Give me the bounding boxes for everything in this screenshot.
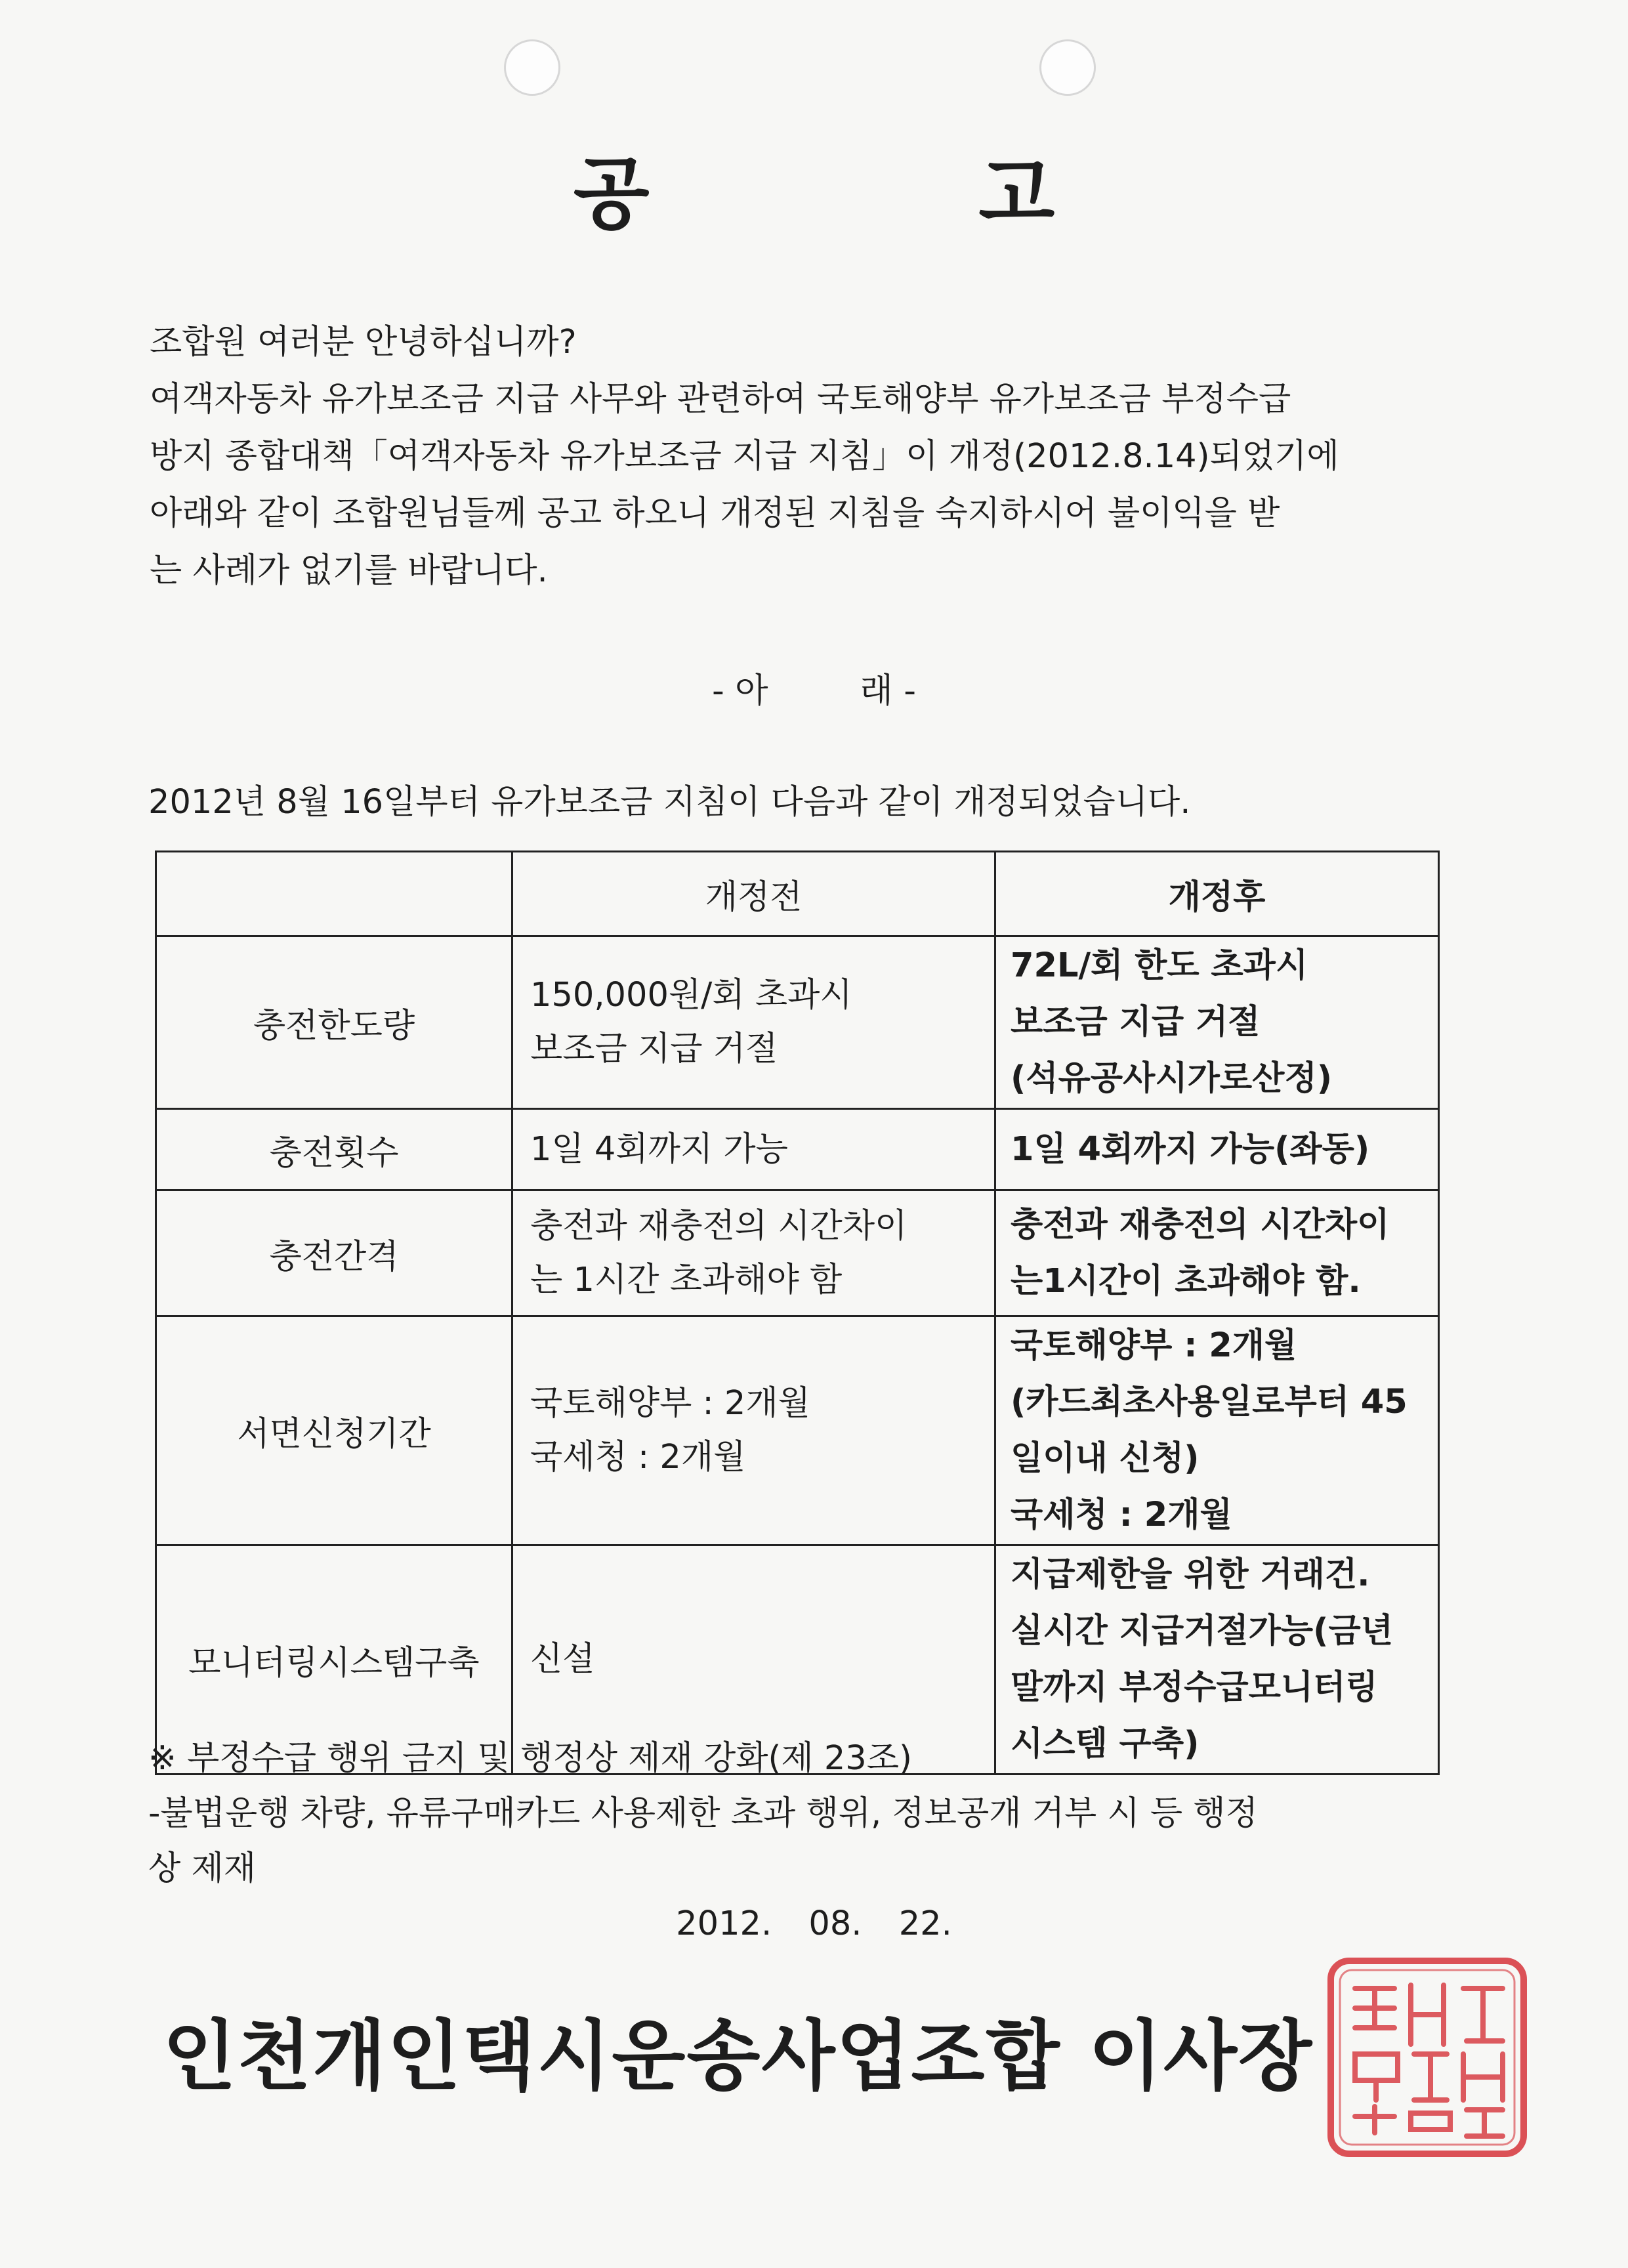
row-item: 충전한도량: [156, 936, 512, 1109]
intro-paragraph: [150, 314, 1462, 599]
punch-hole-right: [1039, 39, 1096, 96]
cell-line: 1일 4회까지 가능(좌동): [1011, 1129, 1370, 1169]
row-before: [512, 1316, 995, 1545]
cell-line: (석유공사시가로산정): [1011, 1059, 1333, 1098]
intro-line: 조합원 여러분 안녕하십니까?: [150, 323, 577, 362]
row-after: [995, 1109, 1439, 1190]
intro-line: 여객자동차 유가보조금 지급 사무와 관련하여 국토해양부 유가보조금 부정수급: [150, 380, 1291, 419]
cell-line: 1일 4회까지 가능: [530, 1129, 788, 1169]
note-line: -불법운행 차량, 유류구매카드 사용제한 초과 행위, 정보공개 거부 시 등 행정: [148, 1794, 1258, 1833]
cell-line: 신설: [530, 1640, 595, 1679]
cell-line: 충전과 재충전의 시간차이: [1011, 1205, 1390, 1244]
cell-line: 는 1시간 초과해야 함: [530, 1260, 843, 1299]
header-after: 개정후: [995, 852, 1439, 936]
cell-line: 는1시간이 초과해야 함.: [1011, 1261, 1361, 1301]
cell-line: 지급제한을 위한 거래건.: [1011, 1555, 1370, 1594]
header-before: 개정전: [512, 852, 995, 936]
official-seal-stamp: [1325, 1956, 1529, 2159]
section-divider: [0, 663, 1628, 712]
notice-date: 2012. 08. 22.: [676, 1904, 952, 1943]
row-after: [995, 1316, 1439, 1545]
punch-hole-left: [504, 39, 560, 96]
header-item: [156, 852, 512, 936]
cell-line: 국세청 : 2개월: [1011, 1496, 1232, 1534]
cell-line: 국세청 : 2개월: [530, 1438, 746, 1477]
row-after: [995, 1190, 1439, 1316]
divider-right: 래 -: [860, 671, 917, 711]
row-before: [512, 1190, 995, 1316]
notes: [148, 1731, 1487, 1897]
row-item: 충전횟수: [156, 1109, 512, 1190]
cell-line: (카드최초사용일로부터 45: [1011, 1383, 1408, 1421]
row-before: [512, 1109, 995, 1190]
row-after: [995, 936, 1439, 1109]
table-row: [156, 1190, 1439, 1316]
divider-left: - 아: [711, 671, 768, 711]
revision-table: [155, 850, 1440, 1775]
row-item: 서면신청기간: [156, 1316, 512, 1545]
row-item: 충전간격: [156, 1190, 512, 1316]
cell-line: 충전과 재충전의 시간차이: [530, 1206, 908, 1246]
intro-line: 방지 종합대책「여객자동차 유가보조금 지급 지침」이 개정(2012.8.14)되었기에: [150, 437, 1339, 476]
table-row: [156, 1109, 1439, 1190]
cell-line: 150,000원/회 초과시: [530, 976, 852, 1015]
cell-line: 말까지 부정수급모니터링: [1011, 1668, 1378, 1707]
lead-sentence: 2012년 8월 16일부터 유가보조금 지침이 다음과 같이 개정되었습니다.: [148, 783, 1191, 822]
intro-line: 는 사례가 없기를 바랍니다.: [150, 551, 548, 590]
note-line: ※ 부정수급 행위 금지 및 행정상 제재 강화(제 23조): [148, 1739, 912, 1778]
cell-line: 일이내 신청): [1011, 1439, 1200, 1478]
table-row: [156, 936, 1439, 1109]
intro-line: 아래와 같이 조합원님들께 공고 하오니 개정된 지침을 숙지하시어 불이익을 받: [150, 494, 1280, 533]
row-item: 모니터링시스템구축: [156, 1545, 512, 1774]
cell-line: 72L/회 한도 초과시: [1011, 946, 1308, 985]
cell-line: 보조금 지급 거절: [1011, 1003, 1261, 1041]
table-row: [156, 1316, 1439, 1545]
cell-line: 실시간 지급거절가능(금년: [1011, 1612, 1393, 1650]
signer-name: 인천개인택시운송사업조합 이사장: [163, 2012, 1314, 2101]
note-line: 상 제재: [148, 1849, 257, 1888]
cell-line: 국토해양부 : 2개월: [530, 1384, 810, 1423]
row-before: [512, 936, 995, 1109]
cell-line: 국토해양부 : 2개월: [1011, 1326, 1297, 1365]
page-title: 공 고: [573, 148, 1206, 240]
table-header-row: [156, 852, 1439, 936]
cell-line: 보조금 지급 거절: [530, 1030, 778, 1068]
cell-line: 시스템 구축): [1011, 1725, 1200, 1763]
